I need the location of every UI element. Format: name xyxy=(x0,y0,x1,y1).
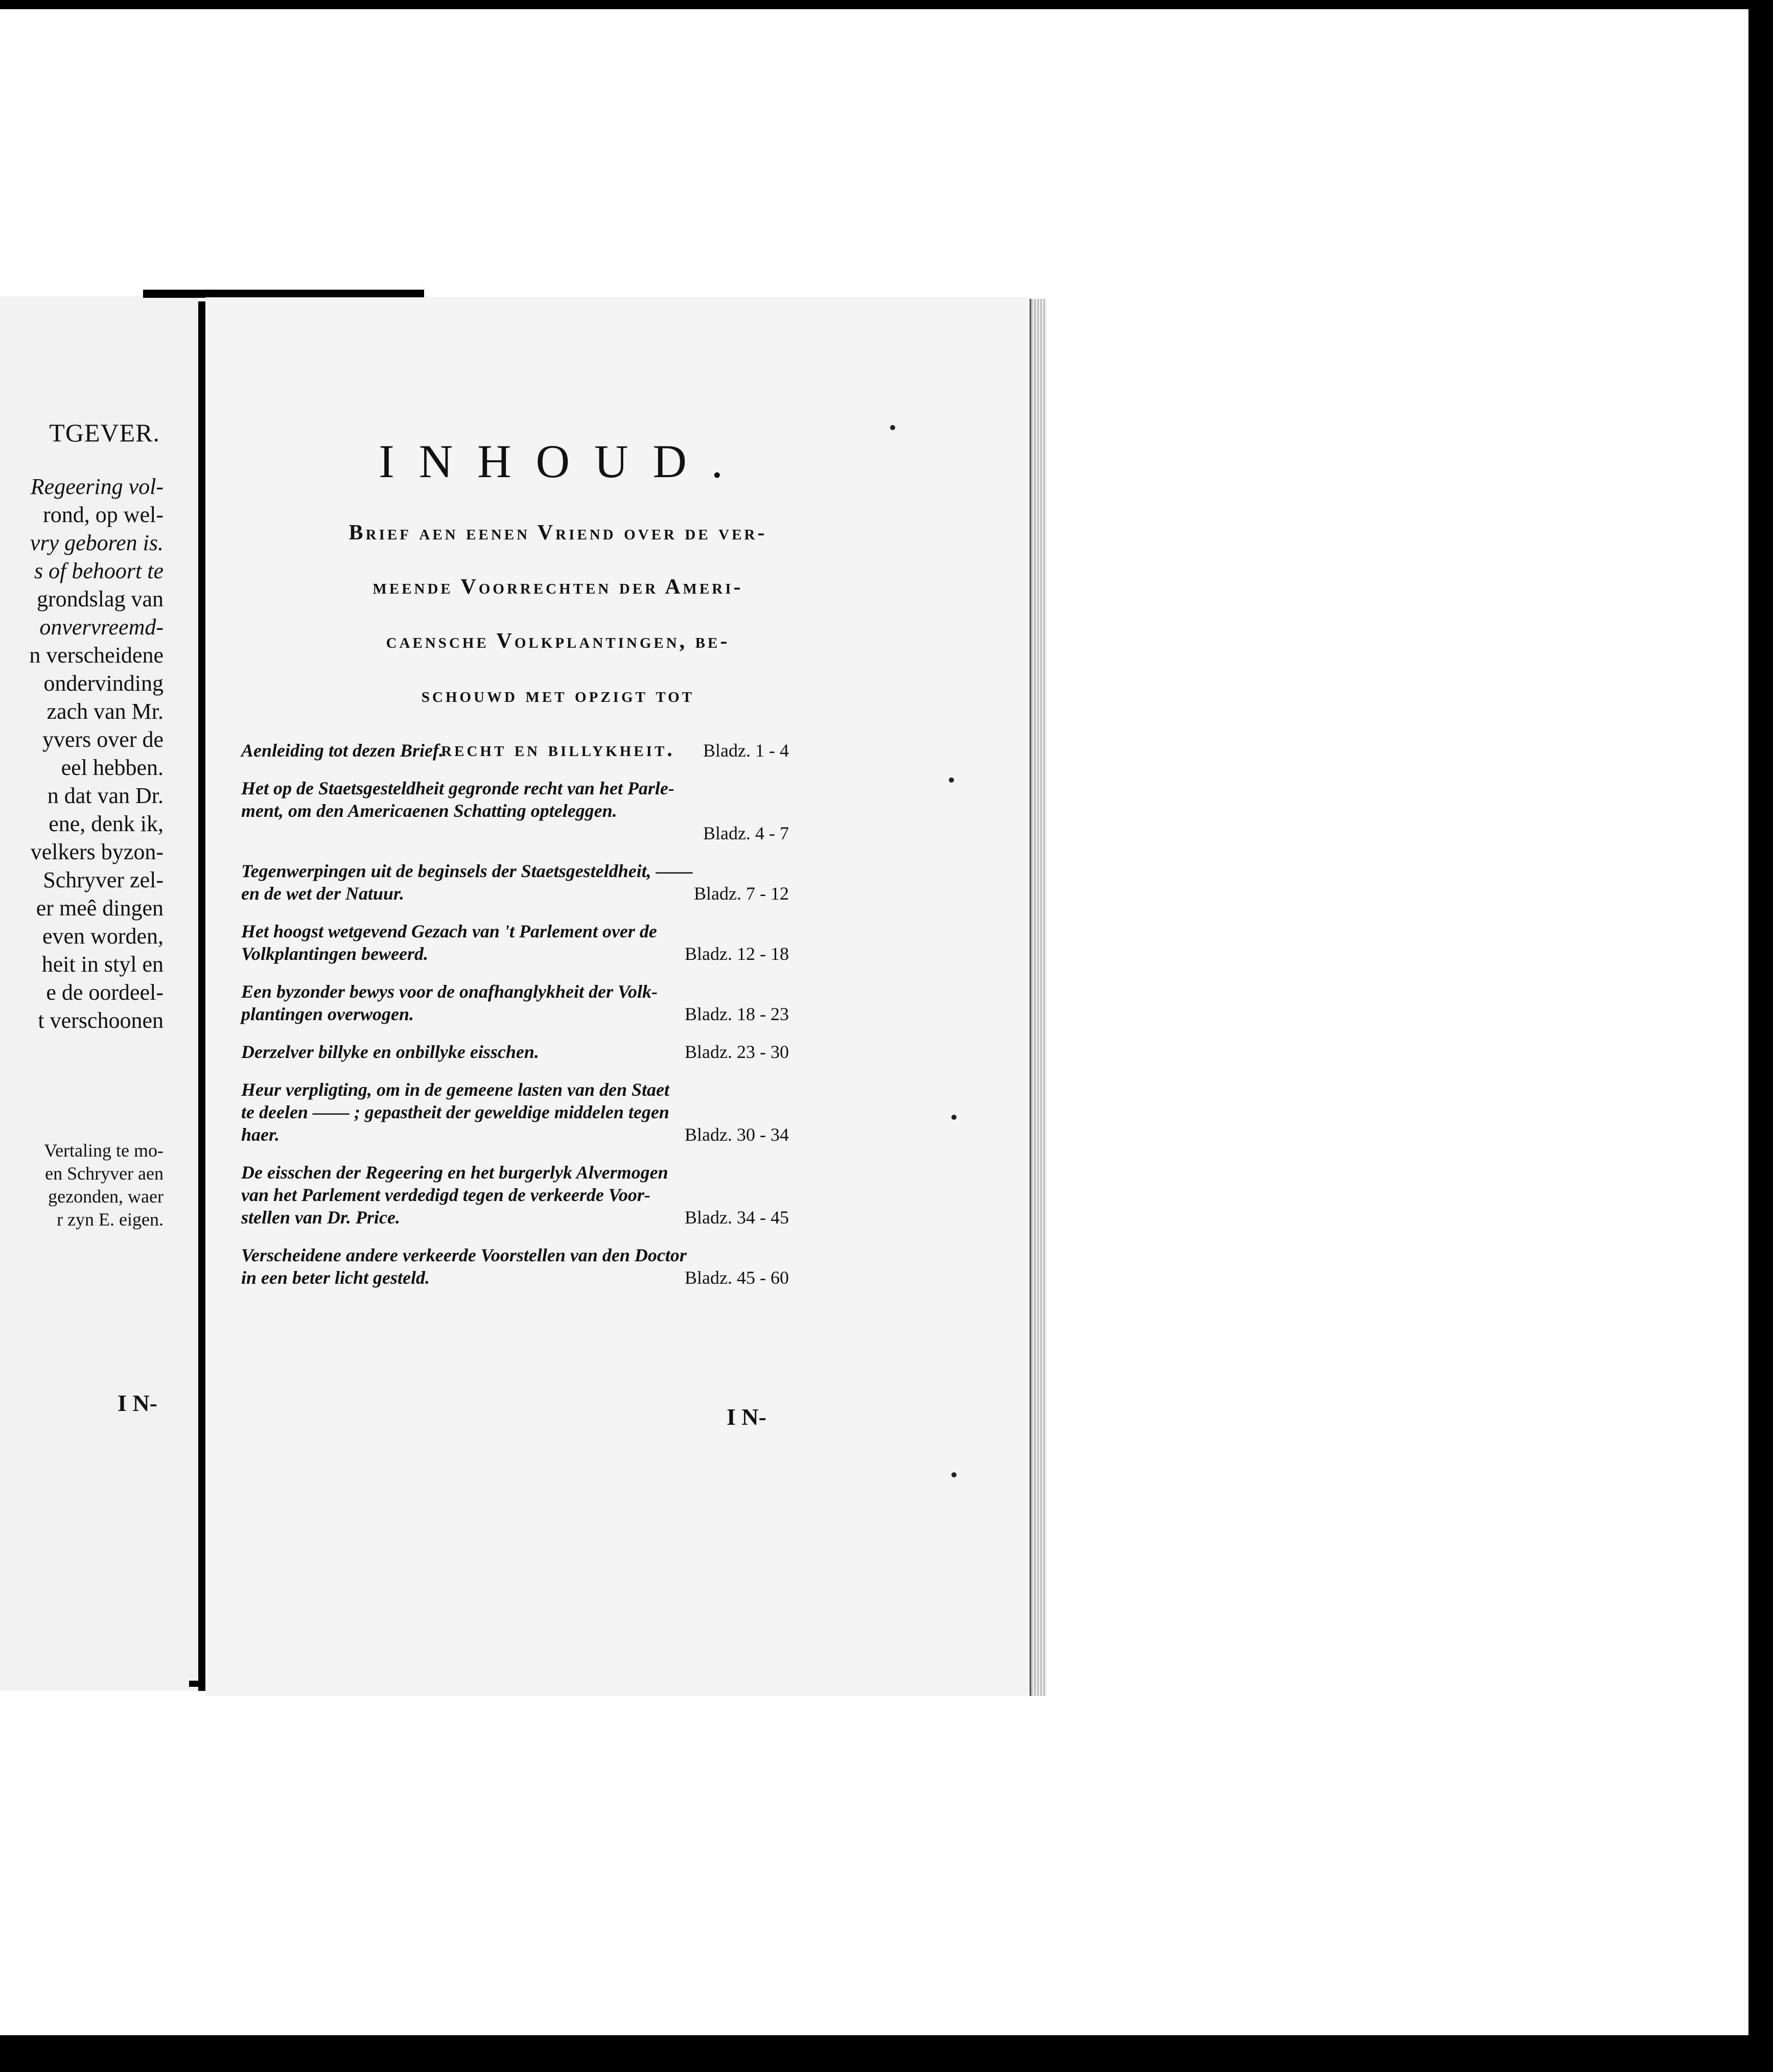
toc-entry-title: ment, om den Americaenen Schatting opteleggen. xyxy=(241,800,617,821)
toc-entry-title: De eisschen der Regeering en het burgerlyk Alvermogen xyxy=(241,1162,668,1183)
toc-entry-title: haer. xyxy=(241,1124,280,1145)
toc-entry-line xyxy=(241,1184,789,1206)
scan-border-right xyxy=(1748,0,1773,2072)
left-page-line: grondslag van xyxy=(36,586,164,611)
left-page-text xyxy=(29,473,164,1034)
subtitle-line: recht en billykheit. xyxy=(441,738,675,761)
toc-page-range: Bladz. 34 - 45 xyxy=(685,1207,789,1228)
left-page-line: heit in styl en xyxy=(41,952,164,977)
toc-entry xyxy=(241,739,789,762)
toc-entry-line xyxy=(241,1244,789,1266)
subtitle-line: schouwd met opzigt tot xyxy=(421,684,695,707)
contents-page xyxy=(205,297,1030,1696)
toc-entry-title: en de wet der Natuur. xyxy=(241,883,405,904)
paper-speck xyxy=(890,425,895,430)
left-page-note-line: r zyn E. eigen. xyxy=(57,1209,164,1230)
toc-entry-line xyxy=(241,882,789,905)
toc-entry-line xyxy=(241,1206,789,1229)
page-fore-edge xyxy=(1030,299,1046,1696)
toc-entry-title: plantingen overwogen. xyxy=(241,1004,414,1024)
toc-entry-title: Volkplantingen beweerd. xyxy=(241,944,429,964)
toc-entry-line xyxy=(241,1266,789,1289)
toc-page-range: Bladz. 7 - 12 xyxy=(694,883,789,904)
paper-speck xyxy=(949,778,954,783)
toc-entry xyxy=(241,1244,789,1289)
subtitle-line: caensche Volkplantingen, be- xyxy=(386,629,730,653)
toc-entry xyxy=(241,1161,789,1229)
toc-entry-line xyxy=(241,860,789,882)
left-page-footnote xyxy=(44,1139,164,1231)
toc-entry-title: Derzelver billyke en onbillyke eisschen. xyxy=(241,1042,539,1062)
left-facing-page xyxy=(0,296,198,1691)
paper-speck xyxy=(951,1115,957,1120)
toc-entry-title: Heur verpligting, om in de gemeene lasten van den Staet xyxy=(241,1079,669,1100)
toc-entry-line xyxy=(241,777,789,799)
paper-speck xyxy=(951,1472,957,1477)
toc-entry xyxy=(241,980,789,1025)
toc-entry-title: van het Parlement verdedigd tegen de verkeerde Voor- xyxy=(241,1185,650,1205)
contents-subtitle xyxy=(251,506,865,776)
toc-page-range: Bladz. 12 - 18 xyxy=(685,944,789,964)
subtitle-line: Brief aen eenen Vriend over de ver- xyxy=(348,521,767,545)
scan-border-top xyxy=(0,0,1773,9)
left-page-line: n dat van Dr. xyxy=(47,783,164,808)
toc-entry-line xyxy=(241,822,789,844)
toc-entry-title: Het op de Staetsgesteldheit gegronde recht van het Parle- xyxy=(241,778,674,798)
toc-entry-line xyxy=(241,943,789,965)
toc-entry-title: in een beter licht gesteld. xyxy=(241,1267,430,1288)
subtitle-line: meende Voorrechten der Ameri- xyxy=(372,575,743,599)
toc-entry-line xyxy=(241,1161,789,1184)
right-page-catchword: I N- xyxy=(727,1404,766,1430)
toc-page-range: Bladz. 1 - 4 xyxy=(703,740,789,761)
toc-page-range: Bladz. 30 - 34 xyxy=(685,1124,789,1145)
left-page-line: ene, denk ik, xyxy=(49,811,164,836)
toc-entry xyxy=(241,1041,789,1063)
toc-entry-line xyxy=(241,799,789,822)
left-page-line: Regeering vol- xyxy=(30,474,164,499)
page-title: INHOUD. xyxy=(379,435,748,487)
left-page-note-line: en Schryver aen xyxy=(45,1163,164,1184)
toc-entry-title: Tegenwerpingen uit de beginsels der Staetsgesteldheit, —— xyxy=(241,861,693,881)
left-page-line: n verscheidene xyxy=(29,643,164,668)
left-page-line: Schryver zel- xyxy=(43,867,164,892)
left-page-line: e de oordeel- xyxy=(46,980,164,1005)
left-page-line: ondervinding xyxy=(43,671,164,696)
toc-entry xyxy=(241,1078,789,1146)
left-page-line: yvers over de xyxy=(42,727,164,752)
left-page-catchword: I N- xyxy=(118,1390,157,1416)
toc-entry-line xyxy=(241,1123,789,1146)
left-page-heading: TGEVER. xyxy=(49,418,160,447)
table-of-contents xyxy=(241,739,789,1304)
toc-entry xyxy=(241,777,789,844)
left-page-line: even worden, xyxy=(42,924,164,949)
toc-entry xyxy=(241,920,789,965)
toc-entry-title: te deelen —— ; gepastheit der geweldige middelen tegen xyxy=(241,1102,669,1122)
scan-border-bottom xyxy=(0,2035,1773,2072)
toc-entry-title: stellen van Dr. Price. xyxy=(241,1207,400,1228)
toc-entry-line xyxy=(241,1078,789,1101)
toc-entry-line xyxy=(241,920,789,943)
toc-entry-title: Aenleiding tot dezen Brief. xyxy=(241,740,444,761)
toc-entry xyxy=(241,860,789,905)
toc-page-range: Bladz. 4 - 7 xyxy=(703,823,789,843)
left-page-line: velkers byzon- xyxy=(30,839,164,864)
toc-entry-line xyxy=(241,739,789,762)
toc-entry-line xyxy=(241,1041,789,1063)
toc-page-range: Bladz. 45 - 60 xyxy=(685,1267,789,1288)
toc-entry-title: Verscheidene andere verkeerde Voorstellen van den Doctor xyxy=(241,1245,687,1265)
left-page-line: vry geboren is. xyxy=(30,530,164,555)
left-page-line: eel hebben. xyxy=(61,755,164,780)
left-page-note-line: gezonden, waer xyxy=(48,1186,164,1207)
left-page-line: s of behoort te xyxy=(34,558,164,583)
toc-page-range: Bladz. 23 - 30 xyxy=(685,1042,789,1062)
spine-rule xyxy=(198,301,205,1691)
toc-entry-title: Een byzonder bewys voor de onafhanglykheit der Volk- xyxy=(241,981,658,1002)
toc-entry-title: Het hoogst wetgevend Gezach van 't Parlement over de xyxy=(241,921,657,941)
toc-entry-line xyxy=(241,1003,789,1025)
toc-entry-line xyxy=(241,980,789,1003)
left-page-line: onvervreemd- xyxy=(39,615,164,640)
left-page-line: zach van Mr. xyxy=(46,699,164,724)
left-page-line: er meê dingen xyxy=(36,896,164,921)
toc-entry-line xyxy=(241,1101,789,1123)
left-page-note-line: Vertaling te mo- xyxy=(44,1140,164,1161)
left-page-line: rond, op wel- xyxy=(43,502,164,527)
left-page-line: t verschoonen xyxy=(38,1008,164,1033)
toc-page-range: Bladz. 18 - 23 xyxy=(685,1004,789,1024)
top-edge-rule xyxy=(143,290,424,298)
